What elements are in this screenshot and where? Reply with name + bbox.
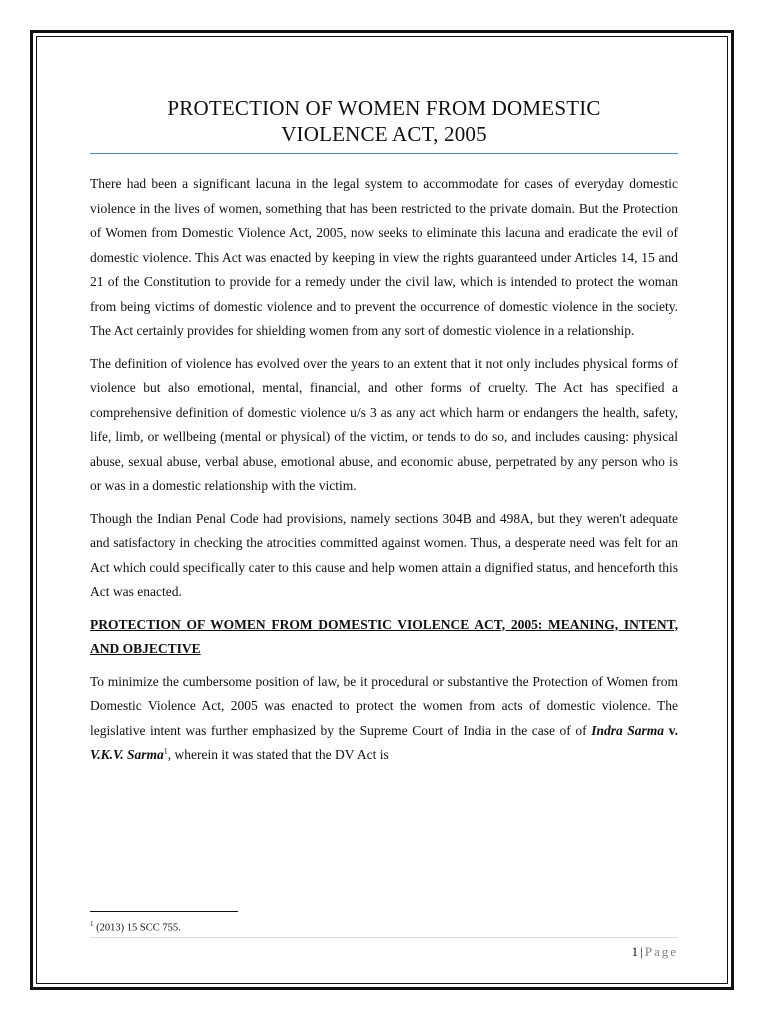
paragraph-2: The definition of violence has evolved over the years to an extent that it not only includes physical forms of violence but also emotional, mental, financial, and other forms of cruelty. The Act has specified a comprehensive definition of domestic violence u/s 3 as any act which harm or endangers the health, safety, life, limb, or wellbeing (mental or physical) of the victim, or tends to do so, and includes causing: physical abuse, sexual abuse, verbal abuse, emotional abuse, and economic abuse, perpetrated by any person who is or was in a domestic relationship with the victim. xyxy=(90,355,678,493)
section-heading: PROTECTION OF WOMEN FROM DOMESTIC VIOLENCE ACT, 2005: MEANING, INTENT, AND OBJECTIVE xyxy=(90,616,678,656)
footnote-text: (2013) 15 SCC 755. xyxy=(93,922,181,934)
title-line-1: PROTECTION OF WOMEN FROM DOMESTIC xyxy=(167,96,601,120)
page-number: 1 xyxy=(631,944,639,959)
footer-rule xyxy=(90,937,678,938)
document-title xyxy=(90,95,678,147)
paragraph-4 xyxy=(90,670,678,768)
title-line-2: VIOLENCE ACT, 2005 xyxy=(281,122,487,146)
paragraph-3: Though the Indian Penal Code had provisions, namely sections 304B and 498A, but they weren't adequate and satisfactory in checking the atrocities committed against women. Thus, a desperate need was felt for an Act which could specifically cater to this cause and help women attain a dignified status, and henceforth this Act was enacted. xyxy=(90,510,678,599)
page-label: Page xyxy=(644,944,678,959)
case-versus: v. xyxy=(664,722,678,738)
footnote xyxy=(90,917,181,936)
footnote-reference[interactable]: 1 xyxy=(163,746,168,756)
paragraph-1: There had been a significant lacuna in the legal system to accommodate for cases of everyday domestic violence in the lives of women, something that has been restricted to the private domain. But the Protection of Women from Domestic Violence Act, 2005, now seeks to eliminate this lacuna and eradicate the evil of domestic violence. This Act was enacted by keeping in view the rights guaranteed under Articles 14, 15 and 21 of the Constitution to provide for a remedy under the civil law, which is intended to protect the woman from being victims of domestic violence and to prevent the occurrence of domestic violence in the society. The Act certainly provides for shielding women from any sort of domestic violence in a relationship. xyxy=(90,176,678,338)
page-footer xyxy=(632,944,678,960)
paragraph-4-text: To minimize the cumbersome position of law, be it procedural or substantive the Protection of Women from Domestic Violence Act, 2005 was enacted to protect the women from acts of domestic violence. The legislative intent was further emphasized by the Supreme Court of India in the case of of xyxy=(90,673,678,738)
document-body xyxy=(90,95,678,776)
case-party-1: Indra Sarma xyxy=(591,722,665,738)
paragraph-4-text-end: , wherein it was stated that the DV Act is xyxy=(167,747,389,762)
page-separator: | xyxy=(640,944,643,959)
case-party-2: V.K.V. Sarma xyxy=(90,747,164,762)
title-underline xyxy=(90,153,678,154)
footnote-marker: 1 xyxy=(90,920,94,928)
footnote-separator xyxy=(90,911,238,912)
